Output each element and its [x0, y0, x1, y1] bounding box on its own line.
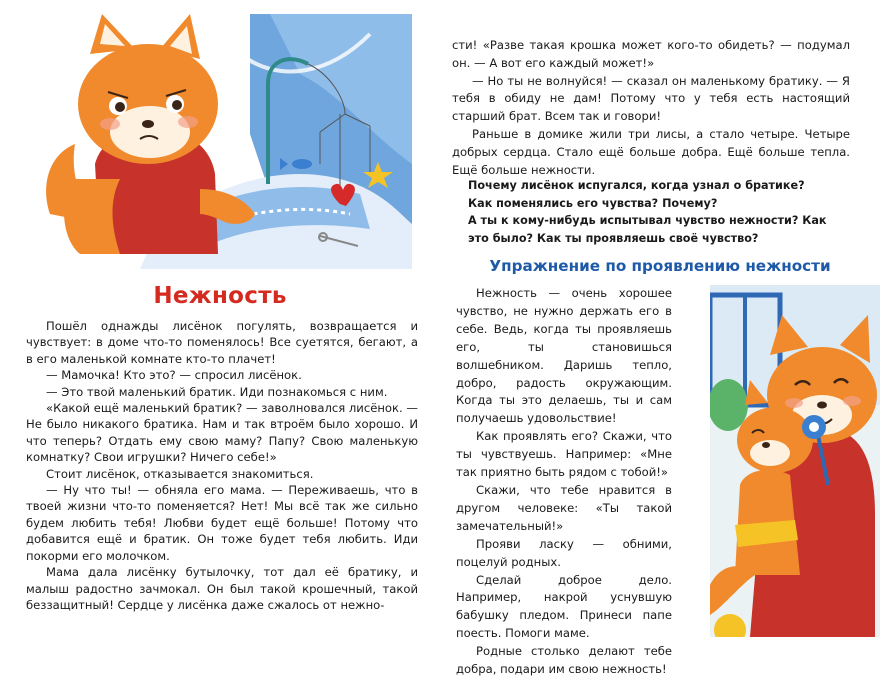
exercise-paragraph: Нежность — очень хорошее чувство, не нужно держать его в себе. Ведь, когда ты проявляешь его, ты становишься волшебником. Даришь тепло, добро, радость окружающим. Когда ты это делаешь, ты и сам получаешь удовольствие! — [456, 286, 672, 426]
exercise-title: Упражнение по проявлению нежности — [489, 257, 831, 275]
story-paragraph: сти! «Разве такая крошка может кого-то обидеть? — подумал он. — А вот его каждый может!» — [452, 38, 850, 70]
exercise-paragraph: Как проявлять его? Скажи, что ты чувствуешь. Например: «Мне так приятно быть рядом с тобой!» — [456, 429, 672, 480]
page-title: Нежность — [153, 283, 287, 309]
left-page — [0, 0, 440, 637]
question: Почему лисёнок испугался, когда узнал о братике? — [468, 179, 805, 192]
story-continuation — [452, 37, 850, 179]
story-paragraph: Мама дала лисёнку бутылочку, тот дал её братику, и малыш радостно зачмокал. Он был такой крошечный, такой беззащитный! Сердце у лисёнка даже сжалось от нежно- — [26, 565, 418, 612]
story-paragraph: Пошёл однажды лисёнок погулять, возвращается и чувствует: в доме что-то поменялось! Все суетятся, бегают, а в его маленькой комнате кто-то плачет! — [26, 319, 418, 366]
story-paragraph: — Но ты не волнуйся! — сказал он маленькому братику. — Я тебя в обиду не дам! Потому что у тебя есть настоящий старший брат. Всем так и говори! — [452, 73, 850, 124]
exercise-paragraph: Родные столько делают тебе добра, подари им свою нежность! — [456, 644, 672, 677]
story-paragraph: — Это твой маленький братик. Иди познакомься с ним. — [46, 384, 388, 399]
story-paragraph: — Ну что ты! — обняла его мама. — Переживаешь, что в твоей жизни что-то поменяется? Нет! Мы всё так же сильно будем любить тебя! Любви будет ещё больше! Потому что добавится ещё и братик. Он тоже будет тебя любить. Иди покорми его молочком. — [26, 483, 418, 563]
right-page — [440, 0, 880, 677]
story-paragraph: — Мамочка! Кто это? — спросил лисёнок. — [46, 368, 302, 383]
fox-cub-illustration — [40, 14, 412, 269]
story-paragraph: Стоит лисёнок, отказывается знакомиться. — [46, 466, 314, 481]
question: А ты к кому-нибудь испытывал чувство нежности? Как это было? Как ты проявляешь своё чувство? — [468, 214, 827, 246]
discussion-questions — [468, 177, 850, 248]
fox-family-illustration — [710, 285, 880, 637]
exercise-paragraph: Прояви ласку — обними, поцелуй родных. — [456, 536, 672, 569]
exercise-text — [456, 285, 672, 679]
exercise-paragraph: Скажи, что тебе нравится в другом человеке: «Ты такой замечательный!» — [456, 482, 672, 533]
exercise-paragraph: Сделай доброе дело. Например, накрой уснувшую бабушку пледом. Принеси папе поесть. Помоги маме. — [456, 572, 672, 641]
story-paragraph: «Какой ещё маленький братик? — заволновался лисёнок. — Не было никакого братика. Нам и так втроём было хорошо. И что теперь? Отдать ему свою маму? Папу? Свою маленькую комнатку? Свои игрушки? Ничего себе!» — [26, 401, 418, 465]
question: Как поменялись его чувства? Почему? — [468, 196, 718, 210]
story-text — [26, 318, 418, 613]
story-paragraph: Раньше в домике жили три лисы, а стало четыре. Четыре добрых сердца. Стало ещё больше добра. Ещё больше тепла. Ещё больше нежности. — [452, 126, 850, 177]
